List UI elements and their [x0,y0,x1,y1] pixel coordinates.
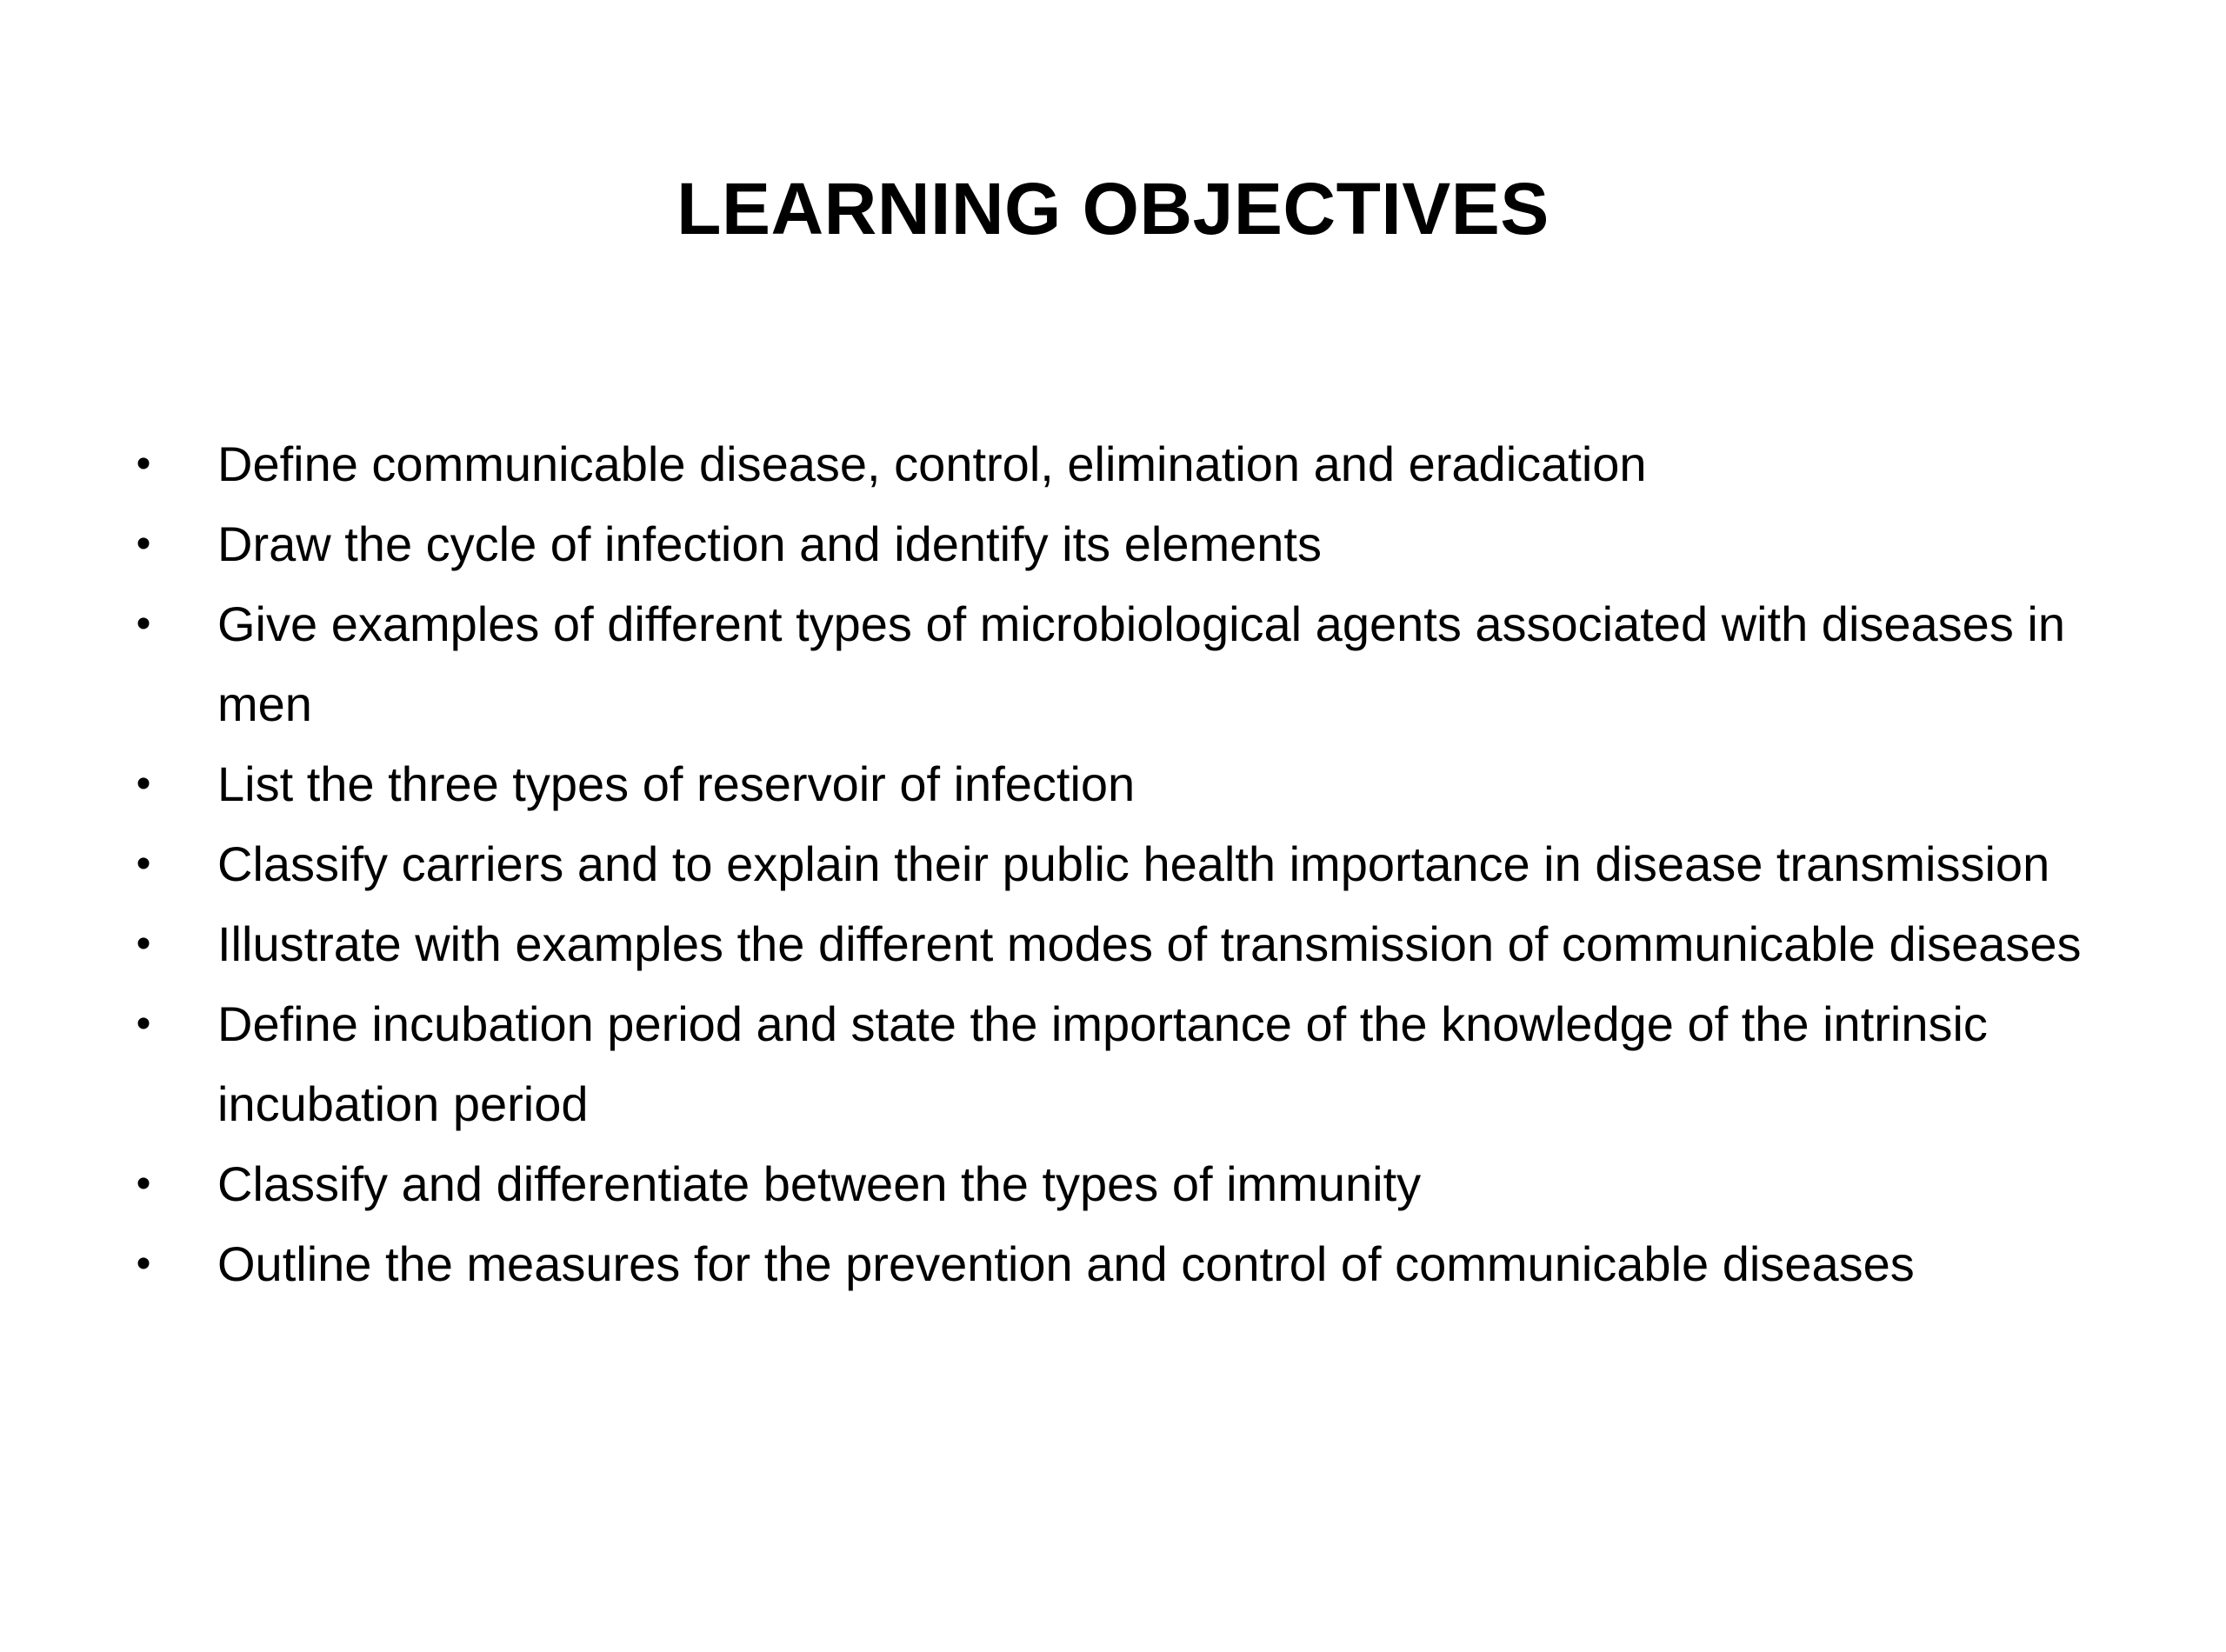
objective-item [130,744,2122,824]
objective-text: Define communicable disease, control, elimination and eradication [217,436,1647,491]
bullet-icon: • [136,921,151,967]
objectives-list [130,424,2122,1304]
bullet-icon: • [136,601,151,647]
objective-text: Outline the measures for the prevention and control of communicable diseases [217,1236,1915,1291]
bullet-icon: • [136,1001,151,1047]
bullet-icon: • [136,441,151,487]
bullet-icon: • [136,761,151,807]
objective-text: Give examples of different types of microbiological agents associated with diseases in men [217,596,2065,731]
objective-text: Illustrate with examples the different modes of transmission of communicable diseases [217,916,2082,971]
objective-text: Classify and differentiate between the types of immunity [217,1156,1422,1211]
objective-item [130,904,2122,984]
bullet-icon: • [136,521,151,567]
slide-title: LEARNING OBJECTIVES [676,168,1550,250]
bullet-icon: • [136,1241,151,1287]
bullet-icon: • [136,1161,151,1207]
bullet-icon: • [136,841,151,887]
objective-item [130,584,2122,744]
objective-item [130,424,2122,504]
objective-item [130,504,2122,584]
objective-text: Classify carriers and to explain their public health importance in disease transmission [217,836,2050,891]
objective-item [130,984,2122,1144]
objective-item [130,1144,2122,1224]
objective-text: Define incubation period and state the importance of the knowledge of the intrinsic incubation period [217,996,1988,1131]
objective-text: List the three types of reservoir of infection [217,756,1136,811]
objective-text: Draw the cycle of infection and identify its elements [217,516,1322,571]
objective-item [130,1224,2122,1304]
objective-item [130,824,2122,904]
